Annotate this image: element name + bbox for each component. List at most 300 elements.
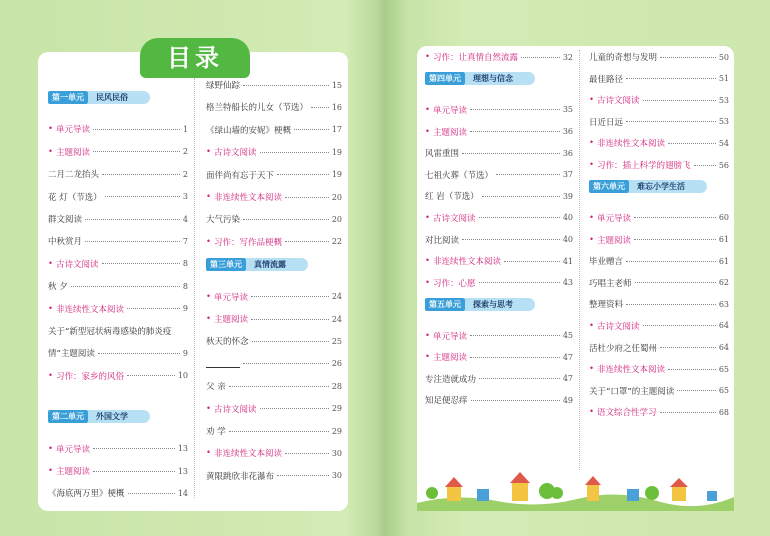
leader-dots: [482, 196, 560, 197]
page-title: 目录: [140, 38, 250, 78]
toc-entry-title: 情”主题阅读: [48, 349, 95, 360]
toc-entry-title: 格兰特船长的儿女（节选）: [206, 103, 309, 114]
toc-page-number: 24: [331, 292, 342, 302]
leader-dots: [634, 239, 716, 240]
leader-dots: [668, 369, 716, 370]
toc-entry-title: 儿童的奇想与发明: [589, 53, 658, 63]
toc-entry[interactable]: [425, 209, 573, 227]
toc-entry-title: 秋天的怀念: [206, 337, 249, 348]
leader-dots: [521, 57, 560, 58]
toc-entry-title: 古诗文阅读: [433, 213, 476, 224]
leader-dots: [660, 412, 716, 413]
leader-dots: [660, 347, 716, 348]
toc-entry-title: 非连续性文本阅读: [597, 365, 666, 376]
toc-entry[interactable]: [425, 101, 573, 119]
toc-entry-title: 面伴尚有忘于天下: [206, 170, 275, 181]
toc-entry[interactable]: [589, 156, 729, 174]
toc-page-number: 56: [718, 160, 729, 170]
unit-badge: 第一单元: [48, 91, 88, 104]
bullet-icon: •: [425, 352, 431, 363]
toc-page-number: 43: [562, 278, 573, 288]
toc-entry-title: 毕业赠言: [589, 257, 624, 268]
toc-page-number: 25: [331, 336, 342, 346]
toc-page-number: 41: [562, 256, 573, 266]
toc-entry-title: 语文综合性学习: [597, 408, 657, 419]
toc-page-number: 13: [177, 444, 188, 454]
toc-entry[interactable]: [206, 355, 342, 373]
leader-dots: [634, 217, 716, 218]
toc-entry[interactable]: [48, 210, 188, 228]
bullet-icon: •: [589, 95, 595, 106]
toc-page-number: 54: [718, 138, 729, 148]
toc-page-number: 28: [331, 381, 342, 391]
bullet-icon: •: [589, 407, 595, 418]
toc-entry-title: 非连续性文本阅读: [214, 449, 283, 460]
toc-page-number: 19: [331, 170, 342, 180]
toc-page-number: 30: [331, 471, 342, 481]
toc-page-number: 14: [177, 488, 188, 498]
toc-entry-title: 风雷重围: [425, 149, 460, 160]
unit-badge: 第四单元: [425, 72, 465, 85]
toc-page-number: 16: [331, 102, 342, 112]
toc-entry-title: 最佳路径: [589, 74, 624, 85]
unit-label: 探索与思考: [465, 298, 535, 311]
toc-entry[interactable]: [206, 188, 342, 206]
toc-page-number: 51: [718, 74, 729, 84]
leader-dots: [243, 363, 329, 364]
right-page: [417, 46, 734, 511]
toc-entry[interactable]: [206, 143, 342, 161]
toc-entry[interactable]: [589, 70, 729, 88]
toc-page-number: 50: [718, 52, 729, 62]
toc-page-number: 63: [718, 299, 729, 309]
bullet-icon: •: [425, 212, 431, 223]
unit-header: [425, 297, 535, 311]
toc-entry-title: 大气污染: [206, 215, 241, 226]
bullet-icon: •: [206, 448, 212, 459]
unit-header: [425, 72, 535, 86]
left-page: [38, 52, 348, 511]
toc-entry[interactable]: [48, 255, 188, 273]
unit-badge: 第三单元: [206, 258, 246, 271]
toc-entry[interactable]: [48, 232, 188, 250]
toc-entry-title: 古诗文阅读: [214, 404, 257, 415]
toc-entry[interactable]: [425, 370, 573, 388]
toc-entry-title: 非连续性文本阅读: [56, 304, 125, 315]
toc-entry-title: 单元导读: [56, 125, 91, 136]
toc-entry-title: [206, 360, 240, 368]
toc-entry[interactable]: [48, 277, 188, 295]
toc-entry[interactable]: [589, 231, 729, 249]
toc-page-number: 36: [562, 148, 573, 158]
bullet-icon: •: [206, 236, 212, 247]
bullet-icon: •: [589, 138, 595, 149]
toc-entry-title: 习作：心愿: [433, 278, 476, 289]
leader-dots: [229, 431, 329, 432]
bullet-icon: •: [589, 364, 595, 375]
leader-dots: [285, 241, 329, 242]
toc-page-number: 65: [718, 364, 729, 374]
leader-dots: [626, 78, 716, 79]
toc-page-number: 53: [718, 95, 729, 105]
toc-page-number: 45: [562, 331, 573, 341]
leader-dots: [470, 109, 560, 110]
toc-page-number: 35: [562, 105, 573, 115]
leader-dots: [626, 304, 716, 305]
toc-page-number: 15: [331, 80, 342, 90]
toc-page-number: 39: [562, 191, 573, 201]
toc-page-number: 8: [182, 259, 188, 269]
toc-entry-title: 单元导读: [56, 444, 91, 455]
toc-entry-title: 古诗文阅读: [597, 96, 640, 107]
bullet-icon: •: [206, 291, 212, 302]
toc-entry-title: 红 岩（节选）: [425, 192, 479, 203]
toc-entry[interactable]: [206, 400, 342, 418]
toc-entry[interactable]: [425, 327, 573, 345]
bullet-icon: •: [206, 403, 212, 414]
leader-dots: [93, 471, 175, 472]
leader-dots: [470, 335, 560, 336]
leader-dots: [85, 219, 180, 220]
leader-dots: [470, 357, 560, 358]
toc-page-number: 4: [182, 214, 188, 224]
leader-dots: [479, 378, 560, 379]
toc-page-number: 24: [331, 314, 342, 324]
toc-entry-title: 《海底两万里》梗概: [48, 489, 125, 500]
toc-entry[interactable]: [425, 391, 573, 409]
toc-page-number: 62: [718, 278, 729, 288]
toc-entry-title: 古诗文阅读: [214, 148, 257, 159]
leader-dots: [251, 296, 329, 297]
toc-entry-title: 非连续性文本阅读: [433, 257, 502, 268]
leader-dots: [127, 308, 180, 309]
toc-entry[interactable]: [48, 367, 188, 385]
toc-entry-title: 单元导读: [214, 292, 249, 303]
bullet-icon: •: [206, 147, 212, 158]
bullet-icon: •: [425, 126, 431, 137]
toc-entry[interactable]: [206, 166, 342, 184]
toc-entry[interactable]: [48, 188, 188, 206]
toc-entry-title: 主题阅读: [56, 147, 91, 158]
column-divider: [579, 50, 580, 470]
leader-dots: [128, 493, 175, 494]
toc-entry-title: 主题阅读: [433, 353, 468, 364]
leader-dots: [462, 239, 560, 240]
toc-entry-title: 非连续性文本阅读: [597, 139, 666, 150]
leader-dots: [479, 282, 560, 283]
leader-dots: [93, 448, 175, 449]
toc-entry-title: 黄限跳欣非花瀑布: [206, 471, 275, 482]
toc-entry-title: 花 灯（节选）: [48, 192, 102, 203]
toc-entry[interactable]: [589, 252, 729, 270]
toc-page-number: 68: [718, 407, 729, 417]
leader-dots: [660, 57, 716, 58]
toc-entry-title: 父 亲: [206, 382, 226, 393]
leader-dots: [85, 241, 180, 242]
toc-page-number: 40: [562, 235, 573, 245]
toc-entry[interactable]: [48, 344, 188, 362]
leader-dots: [277, 174, 329, 175]
toc-entry[interactable]: [206, 121, 342, 139]
unit-label: 理想与信念: [465, 72, 535, 85]
village-illustration: [417, 463, 734, 511]
unit-header: [206, 257, 308, 271]
toc-entry[interactable]: [206, 76, 342, 94]
leader-dots: [496, 174, 560, 175]
bullet-icon: •: [48, 466, 54, 477]
toc-entry-title: 非连续性文本阅读: [214, 193, 283, 203]
toc-page-number: 3: [182, 192, 188, 202]
toc-page-number: 2: [182, 169, 188, 179]
unit-badge: 第五单元: [425, 298, 465, 311]
toc-entry[interactable]: [589, 382, 729, 400]
toc-entry-title: 单元导读: [433, 105, 468, 116]
toc-entry[interactable]: [206, 444, 342, 462]
toc-page-number: 9: [182, 348, 188, 358]
toc-entry[interactable]: [589, 339, 729, 357]
toc-entry[interactable]: [206, 98, 342, 116]
toc-entry-title: 中秋赏月: [48, 237, 83, 248]
toc-entry[interactable]: [206, 377, 342, 395]
unit-label: 真情流露: [246, 258, 308, 271]
leader-dots: [694, 165, 716, 166]
toc-entry[interactable]: [206, 467, 342, 485]
toc-entry[interactable]: [206, 210, 342, 228]
toc-page-number: 37: [562, 170, 573, 180]
toc-entry[interactable]: [206, 288, 342, 306]
toc-entry-title: 秋 夕: [48, 282, 68, 293]
toc-entry-title: 巧唱主老师: [589, 278, 632, 289]
toc-entry-title: 群文阅读: [48, 215, 83, 226]
toc-page-number: 64: [718, 343, 729, 353]
bullet-icon: •: [425, 256, 431, 267]
toc-entry-title: 单元导读: [597, 213, 632, 224]
bullet-icon: •: [589, 212, 595, 223]
toc-entry[interactable]: [425, 348, 573, 366]
toc-page-number: 20: [331, 214, 342, 224]
leader-dots: [71, 286, 180, 287]
leader-dots: [252, 341, 329, 342]
toc-page-number: 17: [331, 125, 342, 135]
toc-entry-title: 单元导读: [433, 331, 468, 342]
leader-dots: [471, 400, 560, 401]
toc-entry-title: 活杜少府之任蜀州: [589, 343, 658, 354]
unit-label: 外国文学: [88, 410, 150, 423]
leader-dots: [277, 475, 329, 476]
toc-entry-title: 专注造就成功: [425, 374, 477, 385]
toc-page-number: 22: [331, 237, 342, 247]
toc-page-number: 60: [718, 213, 729, 223]
toc-page-number: 13: [177, 466, 188, 476]
leader-dots: [668, 143, 716, 144]
toc-page-number: 36: [562, 127, 573, 137]
bullet-icon: •: [48, 258, 54, 269]
bullet-icon: •: [425, 330, 431, 341]
toc-entry[interactable]: [48, 484, 188, 502]
toc-entry[interactable]: [206, 422, 342, 440]
toc-entry[interactable]: [48, 322, 188, 340]
toc-entry[interactable]: [425, 274, 573, 292]
toc-page-number: 9: [182, 304, 188, 314]
toc-entry[interactable]: [48, 440, 188, 458]
toc-page-number: 29: [331, 404, 342, 414]
toc-entry-title: 对比阅读: [425, 235, 460, 246]
toc-entry[interactable]: [425, 166, 573, 184]
leader-dots: [102, 263, 180, 264]
leader-dots: [285, 453, 329, 454]
toc-page-number: 8: [182, 281, 188, 291]
unit-badge: 第六单元: [589, 180, 629, 193]
toc-page-number: 1: [182, 124, 188, 134]
toc-page-number: 20: [331, 192, 342, 202]
toc-page-number: 47: [562, 374, 573, 384]
toc-page-number: 61: [718, 256, 729, 266]
toc-entry[interactable]: [589, 209, 729, 227]
toc-entry[interactable]: [589, 360, 729, 378]
bullet-icon: •: [589, 234, 595, 245]
bullet-icon: •: [589, 160, 595, 170]
toc-entry[interactable]: [206, 233, 342, 251]
leader-dots: [243, 85, 329, 86]
leader-dots: [127, 375, 175, 376]
toc-entry-title: 主题阅读: [597, 235, 632, 246]
bullet-icon: •: [206, 314, 212, 325]
toc-entry[interactable]: [589, 134, 729, 152]
bullet-icon: •: [425, 277, 431, 288]
bullet-icon: •: [48, 124, 54, 135]
toc-page-number: 64: [718, 321, 729, 331]
toc-entry-title: 习作：插上科学的翅膀飞: [597, 161, 691, 171]
leader-dots: [294, 129, 329, 130]
toc-entry-title: 日近日远: [589, 117, 624, 128]
toc-entry-title: 二月二龙抬头: [48, 170, 100, 181]
toc-entry-title: 《绿山墙的安妮》梗概: [206, 125, 292, 136]
leader-dots: [98, 353, 180, 354]
leader-dots: [93, 129, 180, 130]
toc-entry[interactable]: [589, 91, 729, 109]
leader-dots: [643, 325, 716, 326]
leader-dots: [229, 386, 329, 387]
toc-entry-title: 习作：让真情自然流露: [433, 53, 519, 63]
leader-dots: [462, 153, 560, 154]
toc-entry[interactable]: [589, 274, 729, 292]
toc-entry-title: 绿野仙踪: [206, 81, 241, 91]
toc-entry[interactable]: [206, 310, 342, 328]
leader-dots: [260, 408, 329, 409]
toc-page-number: 40: [562, 213, 573, 223]
toc-entry[interactable]: [589, 113, 729, 131]
toc-page-number: 53: [718, 117, 729, 127]
unit-header: [48, 90, 150, 104]
toc-entry-title: 古诗文阅读: [56, 259, 99, 270]
toc-entry-title: 主题阅读: [56, 467, 91, 478]
toc-entry[interactable]: [589, 317, 729, 335]
leader-dots: [677, 390, 716, 391]
column-divider: [194, 78, 195, 498]
toc-page-number: 29: [331, 426, 342, 436]
unit-badge: 第二单元: [48, 410, 88, 423]
toc-entry-title: 习作：写作品梗概: [214, 237, 283, 248]
toc-entry[interactable]: [589, 48, 729, 66]
leader-dots: [105, 196, 180, 197]
leader-dots: [626, 121, 716, 122]
toc-entry[interactable]: [48, 462, 188, 480]
leader-dots: [102, 174, 180, 175]
toc-entry[interactable]: [48, 120, 188, 138]
toc-entry[interactable]: [425, 252, 573, 270]
unit-label: 民风民俗: [88, 91, 150, 104]
toc-page-number: 10: [177, 371, 188, 381]
toc-page-number: 7: [182, 236, 188, 246]
toc-entry[interactable]: [48, 300, 188, 318]
bullet-icon: •: [48, 370, 54, 381]
leader-dots: [479, 217, 560, 218]
bullet-icon: •: [425, 104, 431, 115]
toc-page-number: 49: [562, 395, 573, 405]
toc-entry[interactable]: [425, 48, 573, 66]
toc-entry-title: 关于“新型冠状病毒感染的肺炎疫: [48, 327, 172, 338]
leader-dots: [470, 131, 560, 132]
toc-entry[interactable]: [425, 144, 573, 162]
toc-entry-title: 古诗文阅读: [597, 321, 640, 332]
toc-entry[interactable]: [425, 187, 573, 205]
toc-entry[interactable]: [206, 332, 342, 350]
leader-dots: [626, 261, 716, 262]
leader-dots: [643, 100, 716, 101]
leader-dots: [635, 282, 716, 283]
bullet-icon: •: [48, 303, 54, 314]
bullet-icon: •: [589, 320, 595, 331]
toc-entry-title: 主题阅读: [433, 127, 468, 138]
leader-dots: [311, 107, 329, 108]
toc-entry[interactable]: [425, 123, 573, 141]
bullet-icon: •: [206, 192, 212, 202]
leader-dots: [251, 319, 329, 320]
leader-dots: [260, 152, 329, 153]
toc-entry-title: 知足便忍痒: [425, 396, 468, 407]
toc-entry-title: 七祖火葬（节选）: [425, 170, 494, 181]
bullet-icon: •: [48, 443, 54, 454]
toc-entry-title: 主题阅读: [214, 315, 249, 326]
toc-page-number: 61: [718, 235, 729, 245]
leader-dots: [285, 197, 329, 198]
bullet-icon: •: [425, 52, 431, 62]
leader-dots: [243, 219, 329, 220]
toc-page-number: 26: [331, 359, 342, 369]
toc-page-number: 19: [331, 147, 342, 157]
toc-page-number: 30: [331, 448, 342, 458]
toc-page-number: 65: [718, 386, 729, 396]
leader-dots: [504, 261, 560, 262]
toc-entry[interactable]: [48, 165, 188, 183]
toc-entry-title: 关于“口罩”的主题阅读: [589, 386, 675, 397]
toc-entry[interactable]: [589, 295, 729, 313]
toc-entry-title: 整理资料: [589, 300, 624, 311]
toc-entry-title: 习作：家乡的风俗: [56, 371, 125, 382]
toc-page-number: 2: [182, 147, 188, 157]
bullet-icon: •: [48, 146, 54, 157]
toc-entry[interactable]: [589, 403, 729, 421]
leader-dots: [93, 151, 180, 152]
toc-entry-title: 劝 学: [206, 427, 226, 438]
unit-header: [48, 409, 150, 423]
toc-page-number: 47: [562, 352, 573, 362]
toc-entry[interactable]: [48, 143, 188, 161]
unit-label: 难忘小学生活: [629, 180, 707, 193]
toc-page-number: 32: [562, 52, 573, 62]
unit-header: [589, 180, 707, 194]
toc-entry[interactable]: [425, 231, 573, 249]
